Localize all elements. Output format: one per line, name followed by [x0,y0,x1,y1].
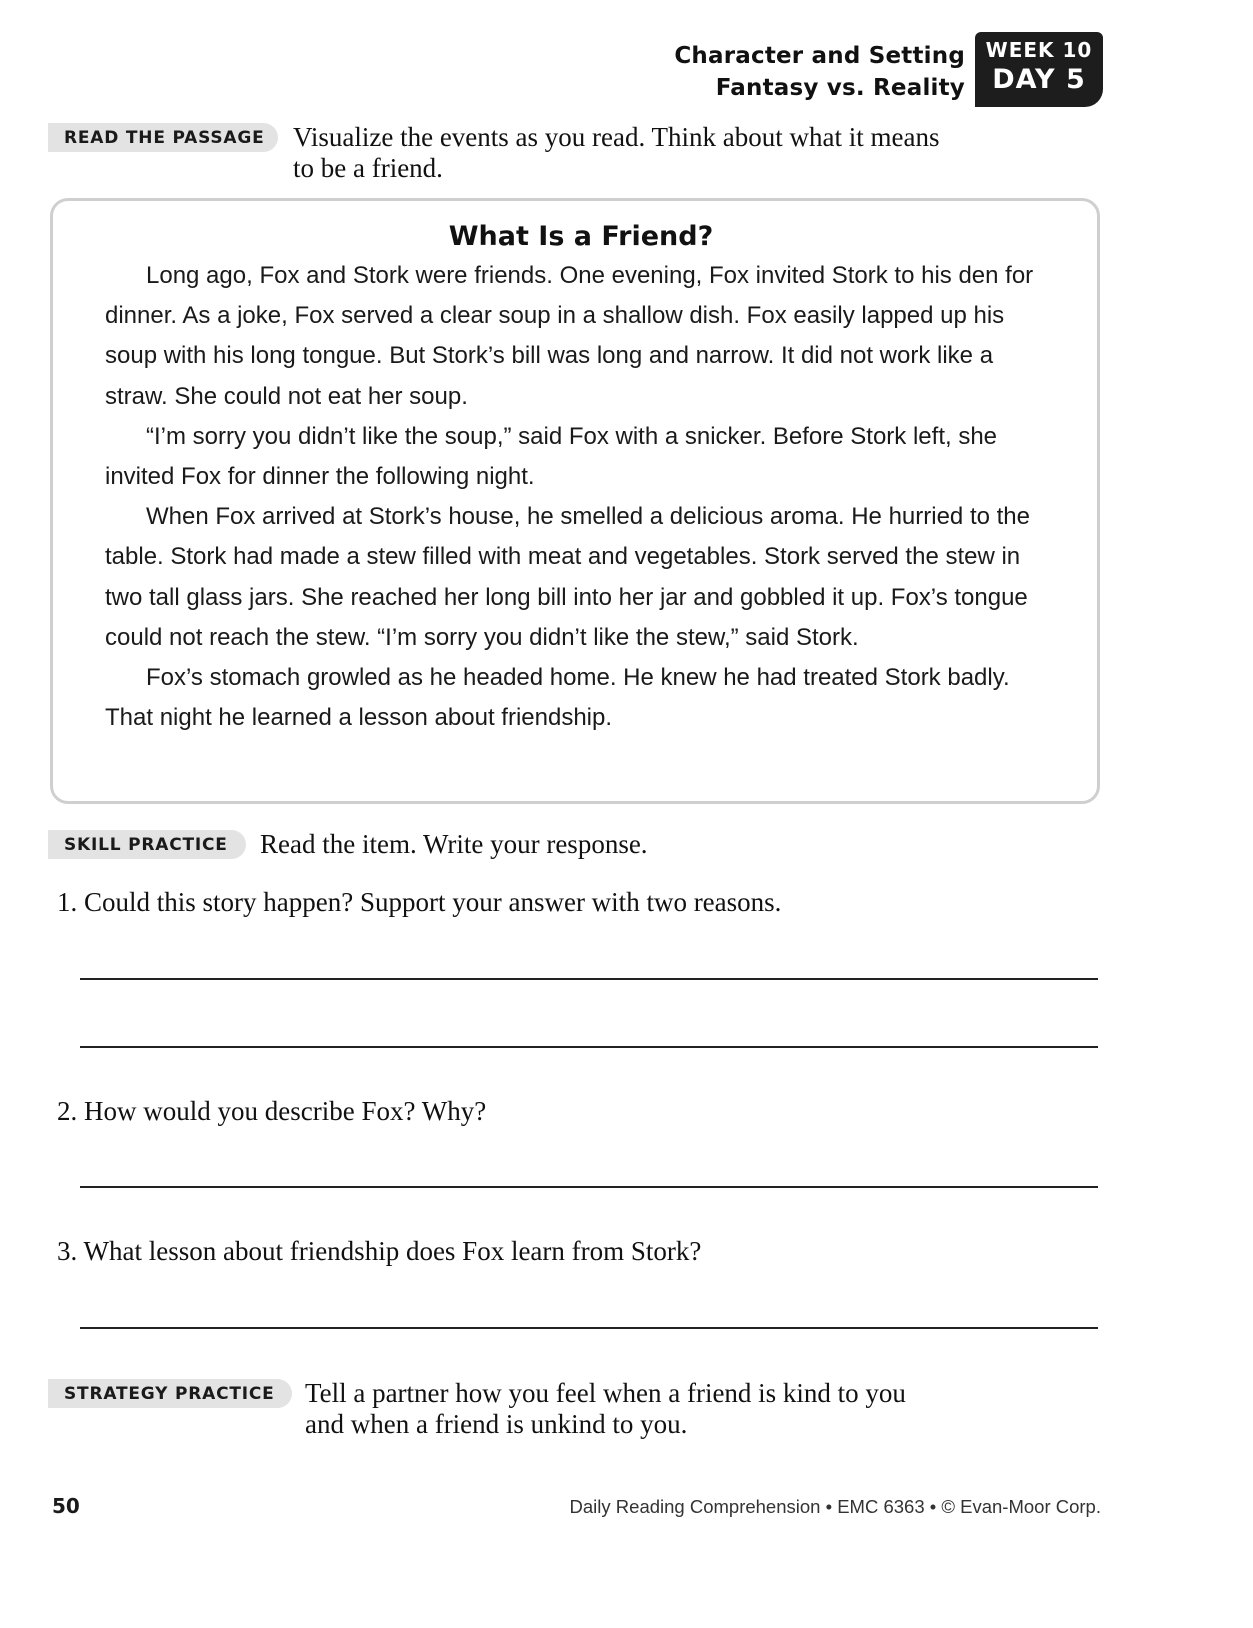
strategy-practice-label: STRATEGY PRACTICE [48,1379,292,1408]
answer-line-2[interactable] [80,1186,1098,1188]
strategy-practice-instruction-line2: and when a friend is unkind to you. [305,1409,688,1439]
page-number: 50 [52,1494,80,1518]
week-day-tab [975,32,1103,107]
passage-paragraph-3: When Fox arrived at Stork’s house, he smelled a delicious aroma. He hurried to the table. Stork had made a stew filled with meat and vegetables. Stork served the stew in two tall glass jars. She reached her long bill into her jar and gobbled it up. Fox’s tongue could not reach the stew. “I’m sorry you didn’t like the stew,” said Stork. [105,503,1030,651]
page-header [674,32,1103,106]
question-3: 3. What lesson about friendship does Fox learn from Stork? [57,1236,702,1266]
read-passage-instruction-line1: Visualize the events as you read. Think about what it means [293,122,940,152]
answer-line-3[interactable] [80,1327,1098,1329]
read-passage-instruction [293,122,939,184]
strategy-practice-instruction [305,1378,906,1440]
topic-fantasy-reality: Fantasy vs. Reality [715,75,965,101]
passage-paragraph-4: Fox’s stomach growled as he headed home. He knew he had treated Stork badly. That night he learned a lesson about friendship. [105,664,1010,732]
strategy-practice-instruction-line1: Tell a partner how you feel when a friend is kind to you [305,1378,906,1408]
header-topics [674,32,975,104]
read-passage-instruction-line2: to be a friend. [293,153,443,183]
skill-practice-instruction: Read the item. Write your response. [260,829,648,859]
answer-line-1a[interactable] [80,978,1098,980]
skill-practice-label: SKILL PRACTICE [48,830,246,859]
question-1: 1. Could this story happen? Support your answer with two reasons. [57,887,782,917]
topic-character-setting: Character and Setting [674,43,965,69]
passage-box [50,198,1100,804]
question-2: 2. How would you describe Fox? Why? [57,1096,487,1126]
passage-paragraph-1: Long ago, Fox and Stork were friends. One evening, Fox invited Stork to his den for dinner. As a joke, Fox served a clear soup in a shallow dish. Fox easily lapped up his soup with his long tongue. But Stork’s bill was long and narrow. It did not work like a straw. She could not eat her soup. [105,262,1034,410]
read-passage-label: READ THE PASSAGE [48,123,278,152]
footer-credit: Daily Reading Comprehension • EMC 6363 • © Evan-Moor Corp. [569,1496,1101,1517]
day-label: DAY 5 [992,64,1086,95]
passage-title: What Is a Friend? [448,221,714,252]
passage-paragraph-2: “I’m sorry you didn’t like the soup,” said Fox with a snicker. Before Stork left, she invited Fox for dinner the following night. [105,422,998,491]
week-label: WEEK 10 [985,38,1093,62]
answer-line-1b[interactable] [80,1046,1098,1048]
